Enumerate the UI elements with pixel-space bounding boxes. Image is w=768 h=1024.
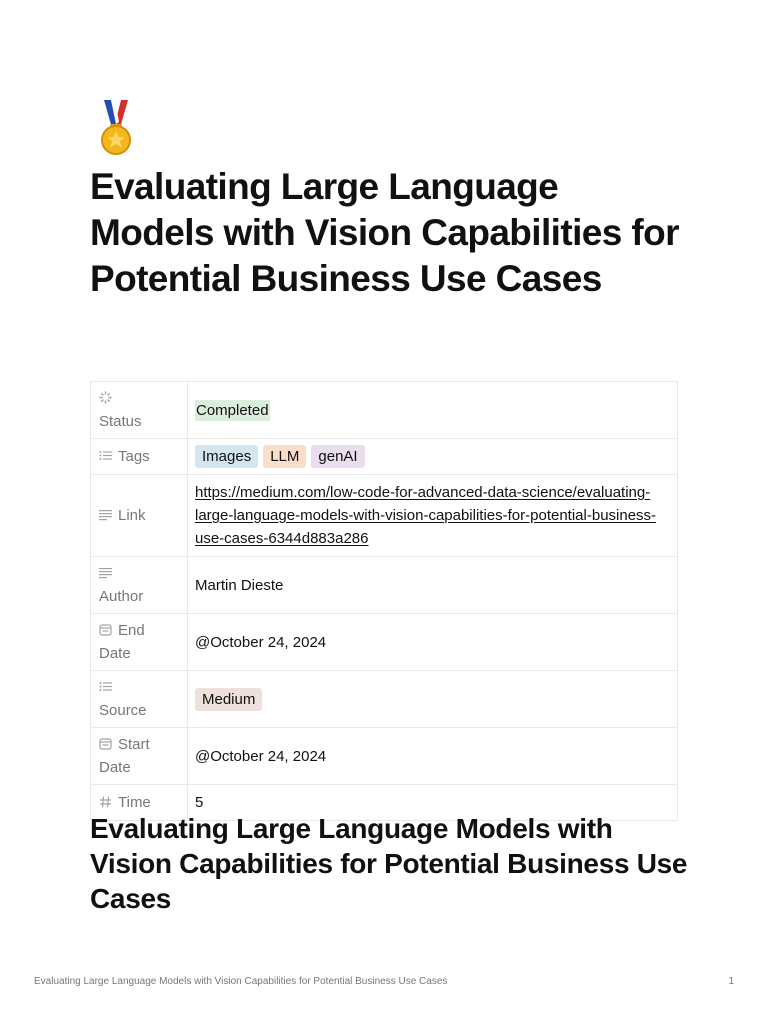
property-label: Tags xyxy=(118,448,150,465)
property-label: Link xyxy=(118,507,146,524)
property-row-end-date xyxy=(91,614,678,671)
property-label: Time xyxy=(118,794,151,811)
property-row-author xyxy=(91,557,678,614)
property-label: Source xyxy=(99,702,147,719)
calendar-icon xyxy=(99,623,112,636)
property-value-author[interactable]: Martin Dieste xyxy=(188,557,678,614)
footer-title: Evaluating Large Language Models with Vision Capabilities for Potential Business Use Cases xyxy=(34,976,448,987)
property-key-source xyxy=(91,671,188,728)
section-heading: Evaluating Large Language Models with Vision Capabilities for Potential Business Use Cases xyxy=(90,813,688,914)
property-value-source[interactable] xyxy=(188,671,678,728)
text-lines-icon xyxy=(99,566,112,579)
property-label: End Date xyxy=(99,622,145,662)
status-badge: Completed xyxy=(196,401,269,419)
calendar-icon xyxy=(99,737,112,750)
medal-icon xyxy=(98,98,134,158)
property-row-start-date xyxy=(91,728,678,785)
property-key-end-date xyxy=(91,614,188,671)
property-value-time[interactable]: 5 xyxy=(188,785,678,821)
list-icon xyxy=(99,680,112,693)
page-title: Evaluating Large Language Models with Vision Capabilities for Potential Business Use Cases xyxy=(90,166,679,299)
property-value-tags[interactable] xyxy=(188,439,678,475)
tag-badge[interactable]: genAI xyxy=(311,445,364,468)
list-icon xyxy=(99,449,112,462)
tag-badge[interactable]: LLM xyxy=(263,445,306,468)
property-key-status xyxy=(91,382,188,439)
source-badge[interactable]: Medium xyxy=(195,688,262,711)
property-key-author xyxy=(91,557,188,614)
property-value-start-date[interactable]: @October 24, 2024 xyxy=(188,728,678,785)
property-row-link xyxy=(91,475,678,557)
property-key-start-date xyxy=(91,728,188,785)
property-label: Author xyxy=(99,588,144,605)
tag-badge[interactable]: Images xyxy=(195,445,258,468)
property-label: Start Date xyxy=(99,736,150,776)
page-number: 1 xyxy=(728,976,734,987)
property-key-tags xyxy=(91,439,188,475)
property-row-status xyxy=(91,382,678,439)
article-link[interactable]: https://medium.com/low-code-for-advanced-data-science/evaluating-large-language-models-with-vision-capabilities-for-potential-business-use-cases-6344d883a286 xyxy=(195,484,657,547)
property-value-link xyxy=(188,475,678,557)
property-label: Status xyxy=(99,413,142,430)
property-row-source xyxy=(91,671,678,728)
text-lines-icon xyxy=(99,508,112,521)
property-key-link xyxy=(91,475,188,557)
property-value-status[interactable] xyxy=(188,382,678,439)
property-row-tags xyxy=(91,439,678,475)
status-icon xyxy=(99,391,112,404)
property-value-end-date[interactable]: @October 24, 2024 xyxy=(188,614,678,671)
properties-table xyxy=(90,381,678,821)
hash-icon xyxy=(99,795,112,808)
